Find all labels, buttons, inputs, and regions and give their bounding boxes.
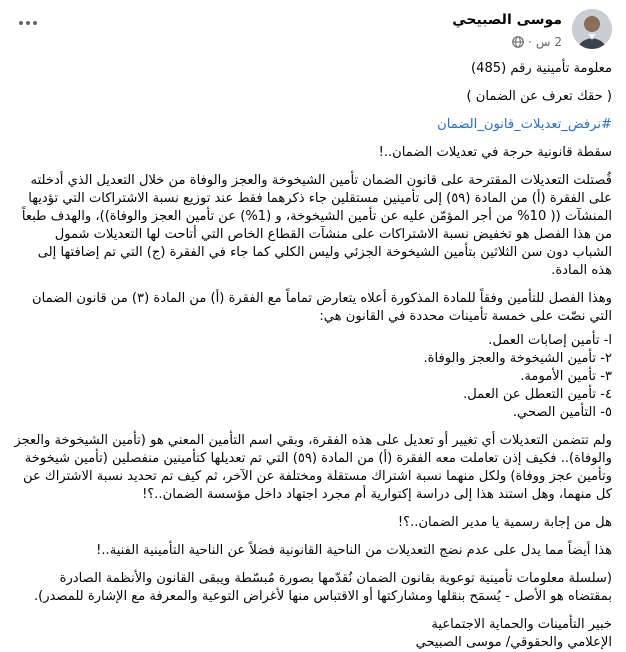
signature-title: خبير التأمينات والحماية الاجتماعية: [431, 617, 612, 632]
list-item: ٢- تأمين الشيخوخة والعجز والوفاة.: [423, 351, 612, 366]
paragraph-4: (سلسلة معلومات تأمينية توعوية بقانون الضمان نُقدّمها بصورة مُبسّطة ويبقى القانون والأنظمة الصادرة بمقتضاه هو الأصل - يُسمَح بنقلها ومشاركتها أو الاقتباس منها لأغراض التوعية والمعرفة مع الإشارة للمصدر).: [33, 571, 612, 604]
post-heading: سقطة قانونية حرجة في تعديلات الضمان..!: [378, 145, 612, 160]
paragraph-2: وهذا الفصل للتأمين وفقاً للمادة المذكورة أعلاه يتعارض تماماً مع الفقرة (أ) من المادة (٣) من قانون الضمان التي نصّت على خمسة تأمينات محددة في القانون هي:: [32, 291, 612, 324]
globe-icon: [512, 36, 524, 48]
author-name[interactable]: موسى الصبيحي: [452, 12, 562, 28]
more-options-button[interactable]: [14, 13, 42, 33]
post-header: [14, 9, 612, 57]
list-item: ا- تأمين إصابات العمل.: [488, 333, 612, 348]
paragraph-3: ولم تتضمن التعديلات أي تغيير أو تعديل على هذه الفقرة، وبقي اسم التأمين المعني هو (تأمين الشيخوخة والعجز والوفاة).. فكيف إذن تعاملت معه الفقرة (أ) من المادة (٥٩) التي تم تعديلها كتأمينين منفصلين (تأمين شيخوخة وتأمين عجز ووفاة) ولكل منهما نسبة اشتراك مستقلة ومختلفة عن الآخر، ثم كيف تم تحديد نسبة الاشتراك عن كل منهما، وهل استند هذا إلى دراسة إكتوارية أم مجرد اجتهاد داخل مؤسسة الضمان..؟!: [14, 433, 612, 502]
avatar-image: [572, 9, 612, 49]
author-avatar[interactable]: [572, 9, 612, 49]
list-item: ٤- تأمين التعطل عن العمل.: [463, 387, 612, 402]
post-subtitle: ( حقك تعرف عن الضمان ): [466, 89, 612, 104]
hashtag-link[interactable]: #نرفض_تعديلات_قانون_الضمان: [437, 117, 612, 132]
list-item: ٥- التأمين الصحي.: [512, 405, 612, 420]
signature-name: الإعلامي والحقوقي/ موسى الصبيحي: [415, 635, 612, 650]
meta-separator: ·: [528, 35, 532, 49]
post-title: معلومة تأمينية رقم (485): [471, 61, 612, 76]
post-body: [14, 60, 612, 652]
more-icon: [18, 20, 38, 26]
question-2: هذا أيضاً مما يدل على عدم نضج التعديلات من الناحية القانونية فضلاً عن الناحية التأمينية الفنية..!: [96, 543, 612, 558]
question-1: هل من إجابة رسمية يا مدير الضمان..؟!: [397, 515, 612, 530]
paragraph-1: قُصتلت التعديلات المقترحة على قانون الضمان تأمين الشيخوخة والعجز والوفاة من خلال التعديل الذي أدخلته على الفقرة (أ) من المادة (٥٩) إلى تأمينين مستقلين جاء ذكرهما فقط عند توزيع نسبة الاشتراكات التي تؤديها المنشآت (( 10% من أجر المؤمّن عليه عن تأمين الشيخوخة، و (1%) عن تأمين العجز والوفاة))، والهدف طبعاً من هذا الفصل هو تخفيض نسبة الاشتراكات على منشآت القطاع الخاص التي أتاحت لها التعديلات شمول الشباب دون سن الثلاثين بتأمين الشيخوخة الجزئي وليس الكلي كما جاء في الفقرة (ج) التي تم إضافتها إلى هذه المادة.: [21, 173, 612, 278]
post-time[interactable]: 2 س: [535, 35, 562, 49]
post-meta: [512, 35, 562, 49]
list-item: ٣- تأمين الأمومة.: [520, 369, 612, 384]
